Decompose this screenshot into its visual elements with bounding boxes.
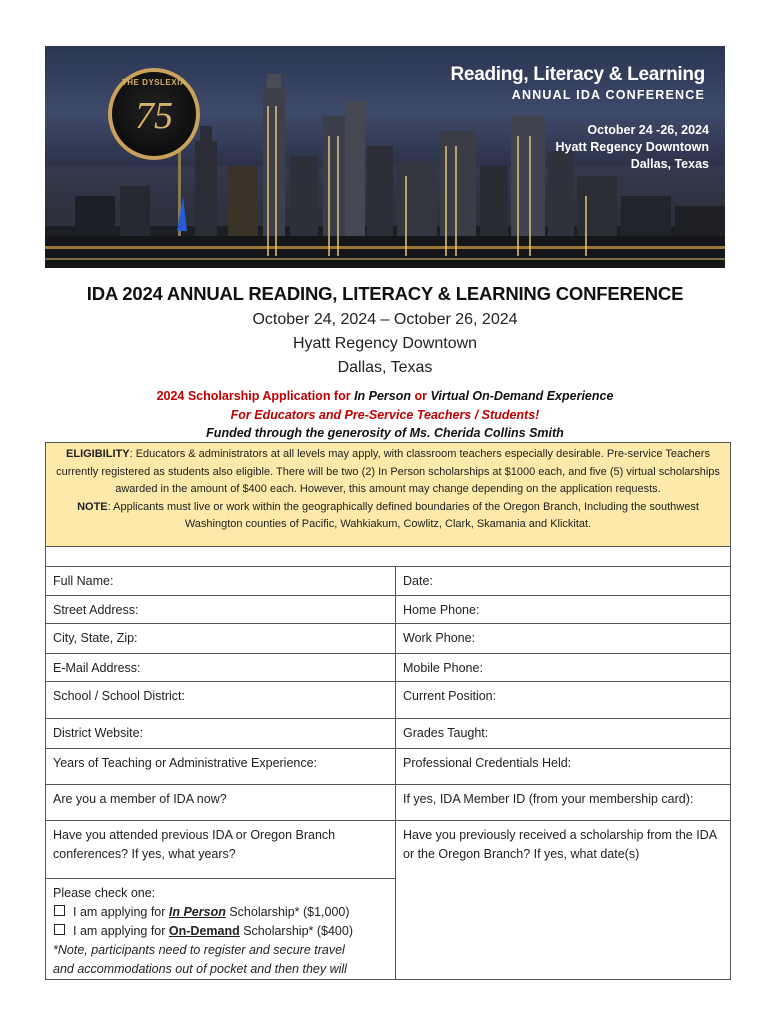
- work-phone-field[interactable]: Work Phone:: [396, 624, 731, 654]
- previous-scholarship-field[interactable]: Have you previously received a scholarship from the IDA or the Oregon Branch? If yes, what date(s): [396, 821, 731, 980]
- on-demand-option[interactable]: [53, 922, 388, 941]
- on-demand-checkbox[interactable]: [54, 924, 65, 935]
- mobile-phone-field[interactable]: Mobile Phone:: [396, 654, 731, 682]
- banner-city: Dallas, Texas: [630, 157, 709, 171]
- city-state-zip-field[interactable]: City, State, Zip:: [46, 624, 396, 654]
- form-row: [46, 596, 731, 624]
- previous-conferences-field[interactable]: Have you attended previous IDA or Oregon Branch conferences? If yes, what years?: [46, 821, 396, 879]
- document-title: IDA 2024 ANNUAL READING, LITERACY & LEARNING CONFERENCE: [86, 283, 684, 304]
- ida-member-id-field[interactable]: If yes, IDA Member ID (from your membership card):: [396, 785, 731, 821]
- in-person-checkbox[interactable]: [54, 905, 65, 916]
- option-text: I am applying for: [73, 905, 169, 919]
- on-demand-emphasis: On-Demand: [168, 924, 240, 938]
- school-district-field[interactable]: School / School District:: [46, 682, 396, 719]
- scholarship-choice-cell: [46, 879, 396, 980]
- form-row: [46, 654, 731, 682]
- virtual-label: Virtual On-Demand Experience: [430, 389, 614, 403]
- banner-title: Reading, Literacy & Learning: [450, 64, 705, 85]
- travel-note-line2: and accommodations out of pocket and then they will: [53, 962, 347, 976]
- note-label: NOTE: [77, 500, 108, 513]
- application-funding: Funded through the generosity of Ms. Cherida Collins Smith: [206, 426, 564, 440]
- seal-number: 75: [135, 95, 173, 137]
- form-row: [46, 624, 731, 654]
- banner-title-block: [451, 64, 706, 102]
- option-amount: Scholarship* ($400): [239, 924, 353, 938]
- conference-city: Dallas, Texas: [337, 359, 433, 376]
- form-row: [46, 749, 731, 785]
- banner-dates: October 24 -26, 2024: [587, 123, 709, 137]
- banner-venue: Hyatt Regency Downtown: [555, 140, 709, 154]
- home-phone-field[interactable]: Home Phone:: [396, 596, 731, 624]
- conference-dates: October 24, 2024 – October 26, 2024: [252, 311, 518, 328]
- form-row: [46, 682, 731, 719]
- street-address-field[interactable]: Street Address:: [46, 596, 396, 624]
- date-field[interactable]: Date:: [396, 567, 731, 596]
- option-text: I am applying for: [73, 924, 169, 938]
- application-heading: [0, 389, 770, 403]
- form-row: [46, 567, 731, 596]
- or-text: or: [411, 389, 431, 403]
- current-position-field[interactable]: Current Position:: [396, 682, 731, 719]
- application-audience: For Educators and Pre-Service Teachers / Students!: [230, 408, 540, 422]
- seal-arc-text: THE DYSLEXIA: [121, 78, 187, 87]
- eligibility-box: [45, 442, 731, 547]
- spacer-row: [45, 547, 731, 567]
- banner-subtitle: ANNUAL IDA CONFERENCE: [511, 88, 705, 102]
- ida-member-field[interactable]: Are you a member of IDA now?: [46, 785, 396, 821]
- form-row: [46, 785, 731, 821]
- in-person-emphasis: In Person: [168, 905, 226, 919]
- eligibility-text: : Educators & administrators at all levels may apply, with classroom teachers especially desirable. Pre-service Teachers currently registered as students also eligible. There will be two (2) In Person scholarships at $1000 each, and five (5) virtual scholarships awarded in the amount of $400 each. However, this amount may change depending on the application requests.: [56, 448, 720, 495]
- eligibility-label: ELIGIBILITY: [66, 448, 130, 460]
- conference-banner: [45, 46, 725, 268]
- banner-event-info: [556, 122, 710, 173]
- form-row: [46, 821, 731, 879]
- full-name-field[interactable]: Full Name:: [46, 567, 396, 596]
- form-row: [46, 719, 731, 749]
- email-field[interactable]: E-Mail Address:: [46, 654, 396, 682]
- conference-venue: Hyatt Regency Downtown: [292, 335, 478, 352]
- credentials-field[interactable]: Professional Credentials Held:: [396, 749, 731, 785]
- in-person-label: In Person: [354, 389, 412, 403]
- grades-taught-field[interactable]: Grades Taught:: [396, 719, 731, 749]
- ida-75-anniversary-seal: [108, 68, 200, 160]
- note-text: : Applicants must live or work within the geographically defined boundaries of the Oregon Branch, Including the southwest Washington counties of Pacific, Wahkiakum, Cowlitz, Clark, Skamania and Klickitat.: [107, 500, 699, 530]
- application-heading-text: 2024 Scholarship Application for: [156, 389, 355, 403]
- in-person-option[interactable]: [53, 903, 388, 922]
- option-amount: Scholarship* ($1,000): [225, 905, 350, 919]
- application-form-table: [45, 566, 731, 980]
- check-one-label: Please check one:: [53, 886, 156, 900]
- district-website-field[interactable]: District Website:: [46, 719, 396, 749]
- years-experience-field[interactable]: Years of Teaching or Administrative Experience:: [46, 749, 396, 785]
- travel-note-line1: *Note, participants need to register and secure travel: [53, 943, 345, 957]
